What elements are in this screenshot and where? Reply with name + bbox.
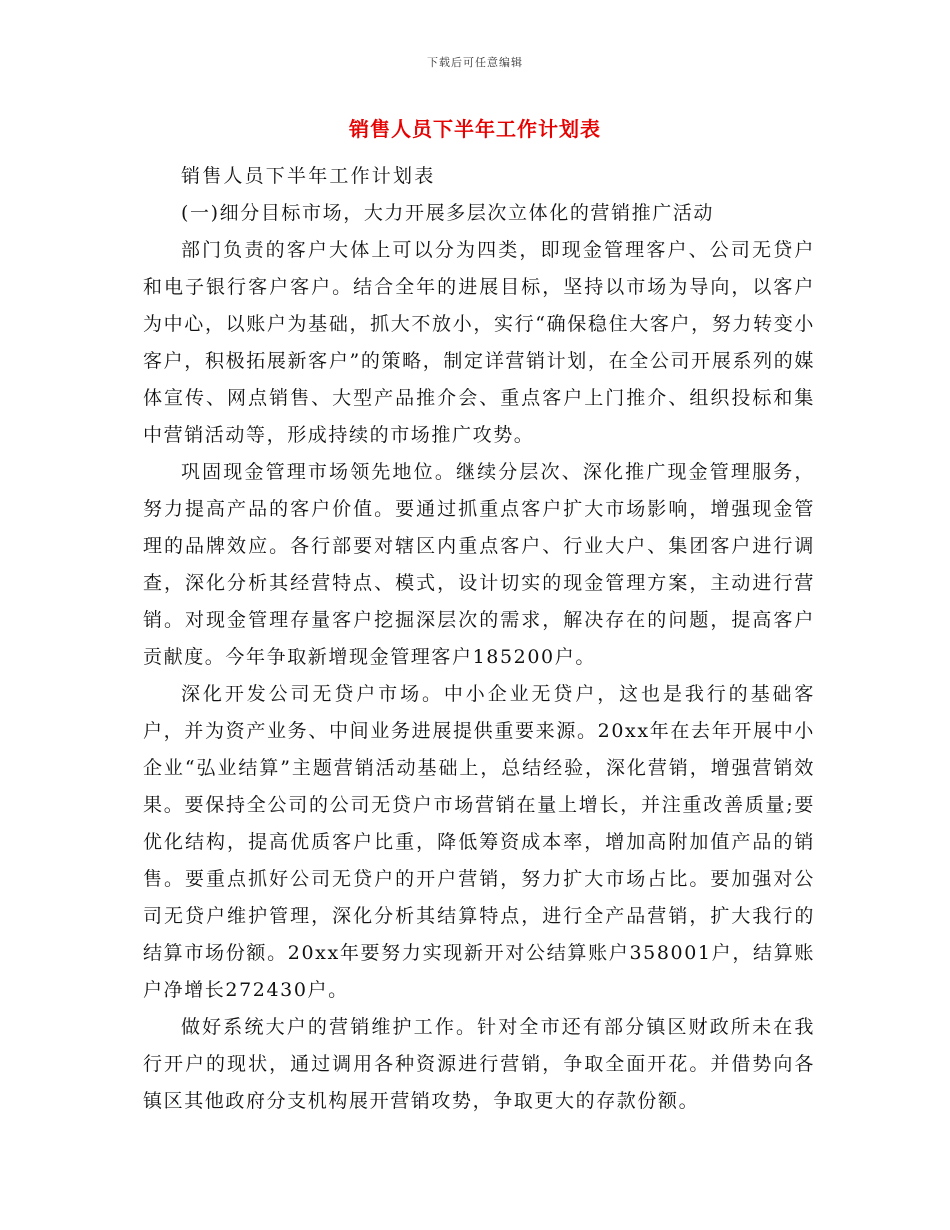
document-body bbox=[143, 158, 815, 1120]
paragraph: 部门负责的客户大体上可以分为四类，即现金管理客户、公司无贷户和电子银行客户客户。结合全年的进展目标，坚持以市场为导向，以客户为中心，以账户为基础，抓大不放小，实行“确保稳住大客户，努力转变小客户，积极拓展新客户”的策略，制定详营销计划，在全公司开展系列的媒体宣传、网点销售、大型产品推介会、重点客户上门推介、组织投标和集中营销活动等，形成持续的市场推广攻势。 bbox=[143, 239, 815, 446]
document-title: 销售人员下半年工作计划表 bbox=[349, 117, 601, 141]
paragraph-subtitle: 销售人员下半年工作计划表 bbox=[181, 165, 436, 187]
paragraph: 巩固现金管理市场领先地位。继续分层次、深化推广现金管理服务，努力提高产品的客户价值。要通过抓重点客户扩大市场影响，增强现金管理的品牌效应。各行部要对辖区内重点客户、行业大户、集团客户进行调查，深化分析其经营特点、模式，设计切实的现金管理方案，主动进行营销。对现金管理存量客户挖掘深层次的需求，解决存在的问题，提高客户贡献度。今年争取新增现金管理客户185200户。 bbox=[143, 461, 815, 668]
paragraph: 深化开发公司无贷户市场。中小企业无贷户，这也是我行的基础客户，并为资产业务、中间业务进展提供重要来源。20xx年在去年开展中小企业“弘业结算”主题营销活动基础上，总结经验，深化营销，增强营销效果。要保持全公司的公司无贷户市场营销在量上增长，并注重改善质量;要优化结构，提高优质客户比重，降低筹资成本率，增加高附加值产品的销售。要重点抓好公司无贷户的开户营销，努力扩大市场占比。要加强对公司无贷户维护管理，深化分析其结算特点，进行全产品营销，扩大我行的结算市场份额。20xx年要努力实现新开对公结算账户358001户，结算账户净增长272430户。 bbox=[143, 683, 815, 1001]
header-note: 下载后可任意编辑 bbox=[427, 56, 523, 69]
paragraph: 做好系统大户的营销维护工作。针对全市还有部分镇区财政所未在我行开户的现状，通过调用各种资源进行营销，争取全面开花。并借势向各镇区其他政府分支机构展开营销攻势，争取更大的存款份额。 bbox=[143, 1016, 815, 1112]
paragraph-section-heading: (一)细分目标市场，大力开展多层次立体化的营销推广活动 bbox=[181, 202, 715, 224]
